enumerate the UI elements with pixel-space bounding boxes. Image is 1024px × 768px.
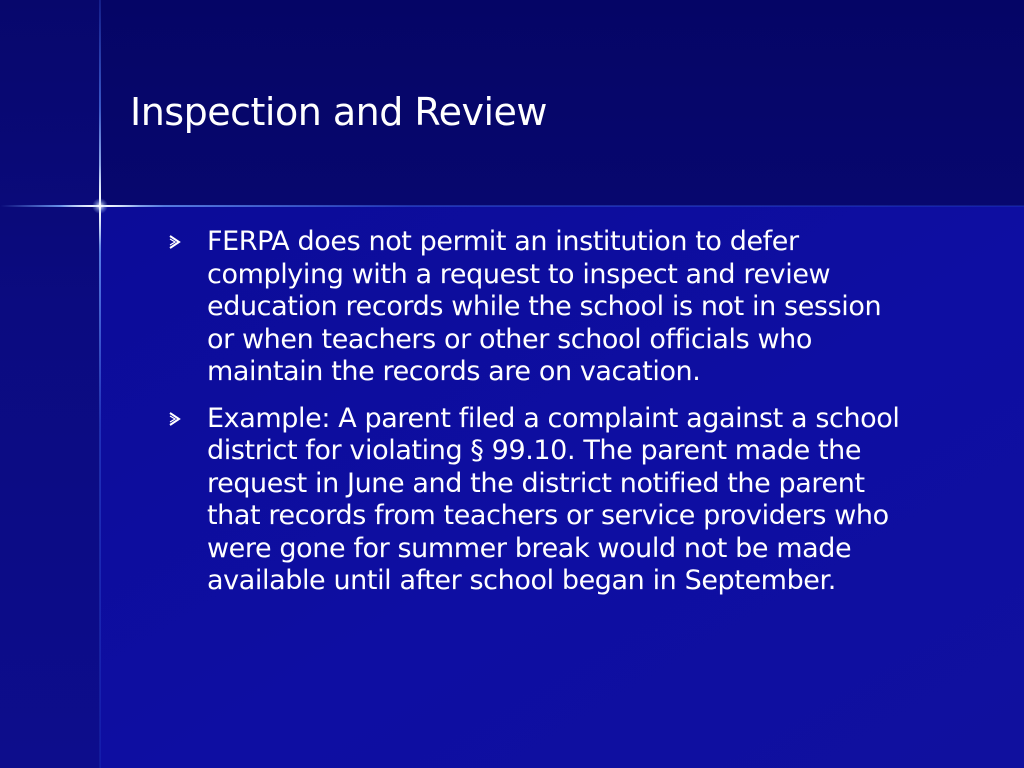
chevron-right-icon [168, 411, 182, 427]
bullet-text: FERPA does not permit an institution to defer complying with a request to inspect and review education records while the school is not in session or when teachers or other school officials who maintain the records are on vacation. [207, 226, 882, 387]
sparkle-icon [92, 198, 108, 214]
vertical-accent-line [99, 0, 101, 768]
left-band [0, 0, 100, 768]
bullet-item [168, 226, 908, 389]
chevron-right-icon [168, 234, 182, 250]
horizontal-accent-line [0, 205, 1024, 207]
bullet-item [168, 403, 908, 598]
slide-title: Inspection and Review [130, 90, 547, 134]
bullet-list [168, 226, 908, 612]
bullet-text: Example: A parent filed a complaint against a school district for violating § 99.10. The parent made the request in June and the district notified the parent that records from teachers or service providers who were gone for summer break would not be made available until after school began in September. [207, 402, 900, 596]
